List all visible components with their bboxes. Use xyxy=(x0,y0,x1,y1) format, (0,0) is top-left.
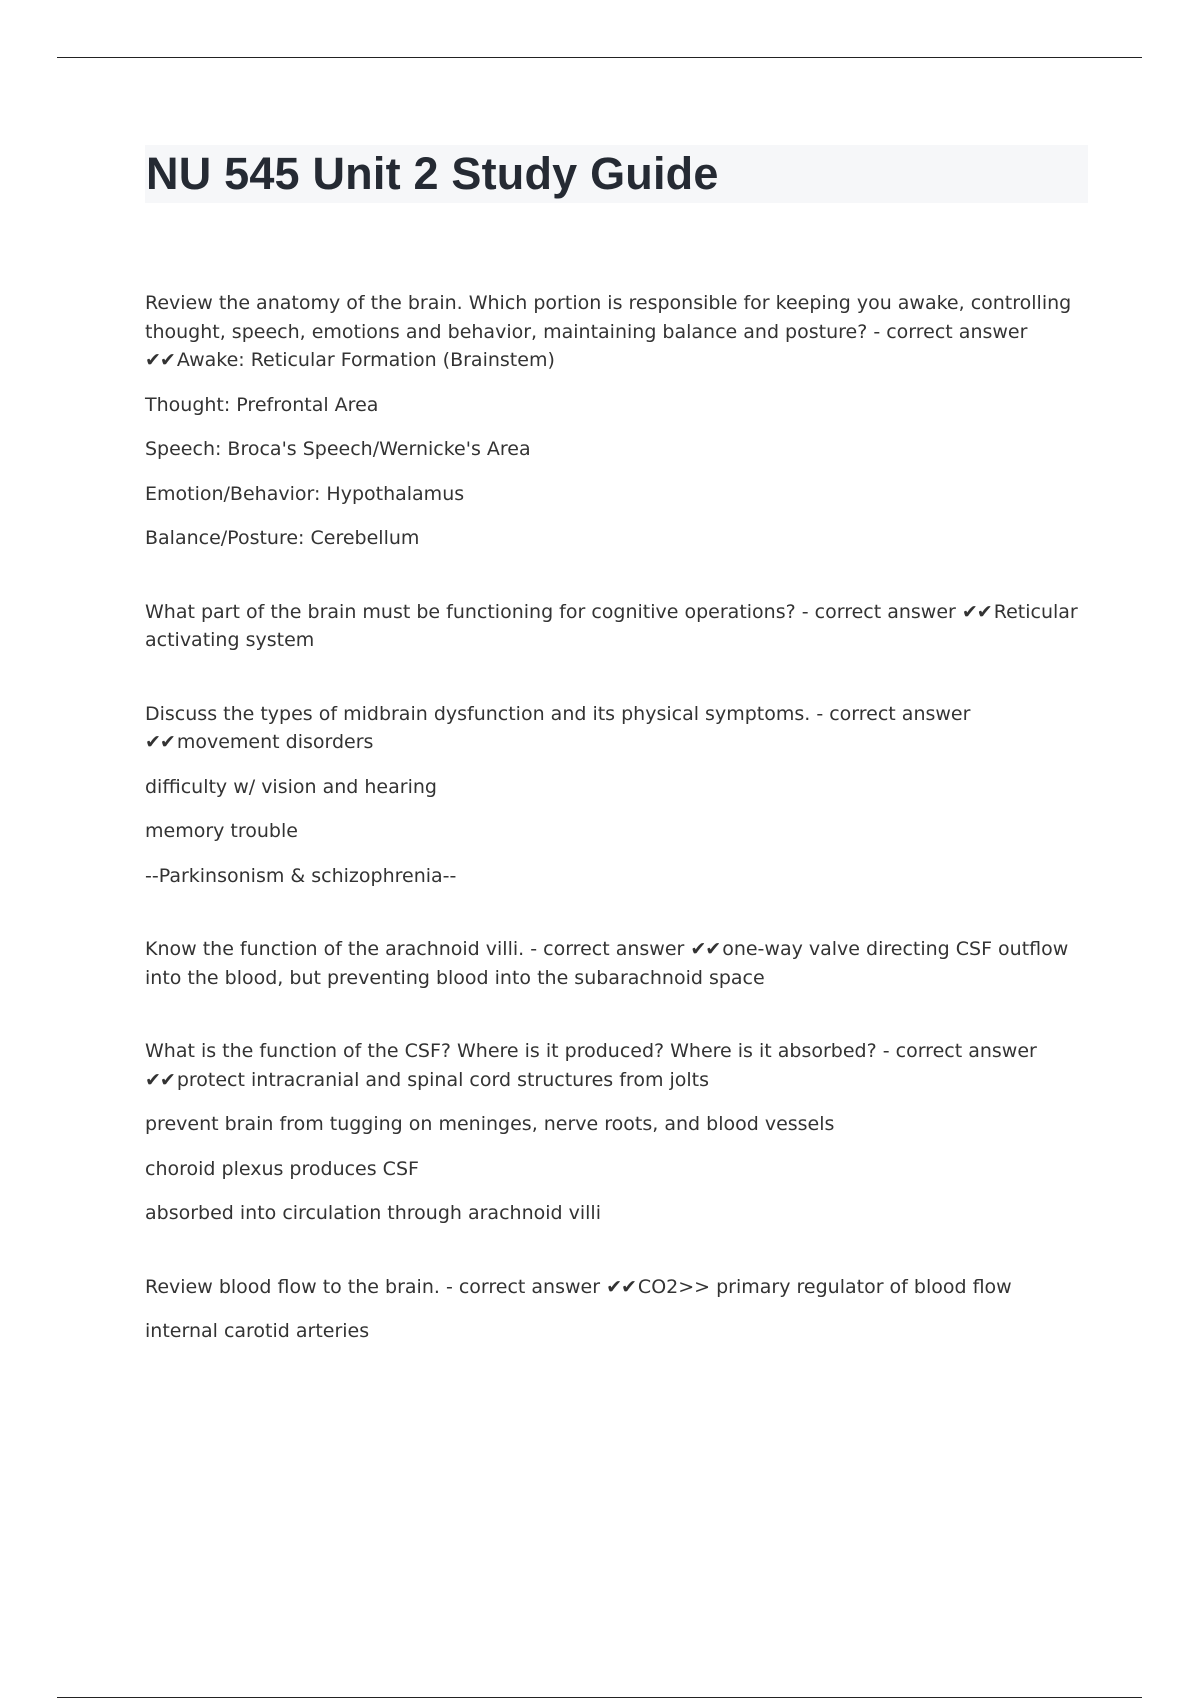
answer-line: Emotion/Behavior: Hypothalamus xyxy=(145,482,465,505)
check-icon: ✔✔ xyxy=(145,349,175,371)
answer-text: movement disorders xyxy=(176,731,374,753)
qa-item xyxy=(145,935,1095,992)
top-rule xyxy=(57,57,1142,58)
check-icon: ✔✔ xyxy=(961,600,992,623)
check-icon: ✔✔ xyxy=(145,1068,175,1091)
qa-item xyxy=(145,1273,1095,1346)
check-icon: ✔✔ xyxy=(145,731,175,753)
answer-line: Speech: Broca's Speech/Wernicke's Area xyxy=(145,438,531,460)
answer-separator: - correct answer xyxy=(439,1275,607,1298)
answer-separator: - correct answer xyxy=(867,320,1028,343)
question-text: Discuss the types of midbrain dysfunction and its physical symptoms. xyxy=(145,702,811,725)
question-text: What is the function of the CSF? Where is it produced? Where is it absorbed? xyxy=(145,1040,877,1062)
question-text: Know the function of the arachnoid villi. xyxy=(145,938,525,960)
qa-item xyxy=(145,1037,1095,1228)
qa-list xyxy=(145,289,1095,1346)
answer-line: absorbed into circulation through arachnoid villi xyxy=(145,1202,601,1224)
qa-item xyxy=(145,289,1095,553)
bottom-rule xyxy=(57,1697,1142,1698)
answer-text: protect intracranial and spinal cord structures from jolts xyxy=(176,1068,710,1091)
answer-line: memory trouble xyxy=(145,820,298,842)
question-line xyxy=(145,700,1095,757)
answer-line: Thought: Prefrontal Area xyxy=(145,393,379,416)
check-icon: ✔✔ xyxy=(606,1275,636,1298)
answer-line: Balance/Posture: Cerebellum xyxy=(145,527,420,549)
answer-separator: - correct answer xyxy=(524,938,691,960)
answer-line: difficulty w/ vision and hearing xyxy=(145,775,437,798)
answer-text: Awake: Reticular Formation (Brainstem) xyxy=(176,349,555,371)
answer-line: internal carotid arteries xyxy=(145,1320,370,1342)
answer-line: prevent brain from tugging on meninges, nerve roots, and blood vessels xyxy=(145,1113,835,1135)
question-line xyxy=(145,1273,1095,1302)
answer-text: one-way valve directing CSF outflow into the blood, but preventing blood into the subarachnoid space xyxy=(145,938,1069,989)
answer-separator: - correct answer xyxy=(795,600,962,623)
question-text: What part of the brain must be functioning for cognitive operations? xyxy=(145,600,796,623)
question-line xyxy=(145,1037,1095,1094)
answer-line: --Parkinsonism & schizophrenia-- xyxy=(145,864,457,887)
answer-text: CO2>> primary regulator of blood flow xyxy=(637,1275,1012,1298)
answer-separator: - correct answer xyxy=(876,1040,1037,1062)
answer-text: Reticular activating system xyxy=(145,600,1078,651)
answer-separator: - correct answer xyxy=(810,702,971,725)
question-line xyxy=(145,598,1095,655)
answer-line: choroid plexus produces CSF xyxy=(145,1157,419,1180)
question-line xyxy=(145,935,1095,992)
check-icon: ✔✔ xyxy=(690,938,721,960)
qa-item xyxy=(145,598,1095,655)
question-text: Review the anatomy of the brain. Which portion is responsible for keeping you awake, controlling thought, speech, emotions and behavior, maintaining balance and posture? xyxy=(145,292,1072,343)
page-title: NU 545 Unit 2 Study Guide xyxy=(146,148,719,199)
question-line xyxy=(145,289,1095,375)
qa-item xyxy=(145,700,1095,891)
question-text: Review blood flow to the brain. xyxy=(145,1275,440,1298)
